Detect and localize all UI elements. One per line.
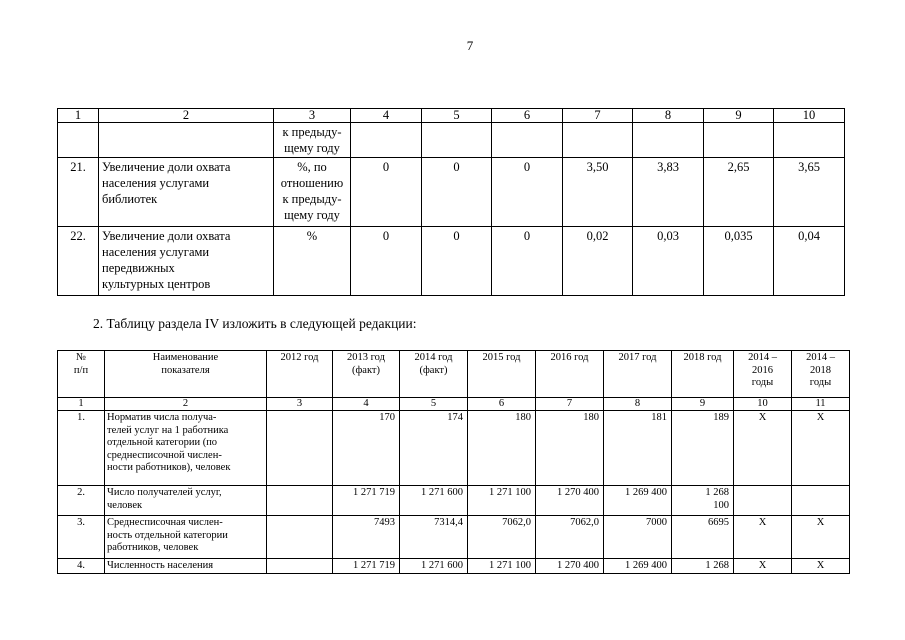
value-cell: [267, 411, 333, 486]
value-cell: [351, 123, 422, 158]
value-cell: Х: [734, 516, 792, 559]
row-number-cell: 22.: [58, 227, 99, 296]
value-cell: 0: [422, 158, 492, 227]
table-row: [58, 516, 850, 559]
table-row: [58, 411, 850, 486]
column-number-cell: 2: [99, 109, 274, 123]
value-cell: 1 271 100: [468, 486, 536, 516]
value-cell: 1 270 400: [536, 559, 604, 574]
column-header-cell: 2017 год: [604, 351, 672, 398]
table-header-row: [58, 109, 845, 123]
row-number-cell: 1.: [58, 411, 105, 486]
value-cell: 1 268 100: [672, 486, 734, 516]
value-cell: 0: [492, 158, 563, 227]
value-cell: 7000: [604, 516, 672, 559]
table-row: [58, 123, 845, 158]
value-cell: [492, 123, 563, 158]
column-numbers-row: [58, 398, 850, 411]
row-number-cell: 2.: [58, 486, 105, 516]
indicator-name-cell: Увеличение доли охвата населения услугами библиотек: [99, 158, 274, 227]
value-cell: 180: [536, 411, 604, 486]
value-cell: 170: [333, 411, 400, 486]
column-number-cell: 11: [792, 398, 850, 411]
row-number-cell: 21.: [58, 158, 99, 227]
value-cell: 3,83: [633, 158, 704, 227]
value-cell: [633, 123, 704, 158]
column-header-cell: 2012 год: [267, 351, 333, 398]
value-cell: 0: [351, 158, 422, 227]
value-cell: 0: [492, 227, 563, 296]
value-cell: 2,65: [704, 158, 774, 227]
column-number-cell: 8: [633, 109, 704, 123]
value-cell: 7493: [333, 516, 400, 559]
value-cell: 1 269 400: [604, 559, 672, 574]
table-row: [58, 158, 845, 227]
indicator-name-cell: Среднесписочная числен- ность отдельной категории работников, человек: [105, 516, 267, 559]
indicator-name-cell: Норматив числа получа- телей услуг на 1 работника отдельной категории (по среднесписочной числен- ности работников), человек: [105, 411, 267, 486]
page-number: 7: [466, 38, 474, 53]
indicators-table: [57, 108, 845, 296]
value-cell: [267, 486, 333, 516]
value-cell: 7062,0: [536, 516, 604, 559]
column-number-cell: 1: [58, 398, 105, 411]
value-cell: 189: [672, 411, 734, 486]
column-number-cell: 4: [333, 398, 400, 411]
unit-cell: %: [274, 227, 351, 296]
indicator-name-cell: Число получателей услуг, человек: [105, 486, 267, 516]
column-header-cell: 2015 год: [468, 351, 536, 398]
value-cell: [734, 486, 792, 516]
value-cell: Х: [792, 411, 850, 486]
column-number-cell: 6: [492, 109, 563, 123]
instruction-paragraph: 2. Таблицу раздела IV изложить в следующей редакции:: [93, 316, 417, 331]
value-cell: 174: [400, 411, 468, 486]
column-number-cell: 7: [536, 398, 604, 411]
value-cell: Х: [792, 559, 850, 574]
column-header-cell: 2014 год (факт): [400, 351, 468, 398]
column-number-cell: 9: [672, 398, 734, 411]
row-number-cell: 4.: [58, 559, 105, 574]
value-cell: 7314,4: [400, 516, 468, 559]
indicator-name-cell: Увеличение доли охвата населения услугами передвижных культурных центров: [99, 227, 274, 296]
column-number-cell: 7: [563, 109, 633, 123]
value-cell: 0,035: [704, 227, 774, 296]
value-cell: 181: [604, 411, 672, 486]
value-cell: Х: [734, 411, 792, 486]
value-cell: 1 271 100: [468, 559, 536, 574]
value-cell: 1 271 719: [333, 559, 400, 574]
value-cell: 0,02: [563, 227, 633, 296]
column-number-cell: 1: [58, 109, 99, 123]
column-number-cell: 5: [422, 109, 492, 123]
column-number-cell: 10: [774, 109, 845, 123]
column-number-cell: 2: [105, 398, 267, 411]
column-header-cell: 2014 – 2016 годы: [734, 351, 792, 398]
table-row: [58, 559, 850, 574]
column-header-cell: 2018 год: [672, 351, 734, 398]
column-header-cell: 2013 год (факт): [333, 351, 400, 398]
value-cell: 7062,0: [468, 516, 536, 559]
value-cell: [267, 559, 333, 574]
value-cell: 1 271 600: [400, 486, 468, 516]
value-cell: 0,03: [633, 227, 704, 296]
value-cell: 180: [468, 411, 536, 486]
value-cell: 0: [422, 227, 492, 296]
value-cell: 3,65: [774, 158, 845, 227]
column-number-cell: 9: [704, 109, 774, 123]
column-number-cell: 3: [267, 398, 333, 411]
column-number-cell: 5: [400, 398, 468, 411]
value-cell: 1 271 600: [400, 559, 468, 574]
value-cell: 1 271 719: [333, 486, 400, 516]
column-header-cell: № п/п: [58, 351, 105, 398]
column-number-cell: 6: [468, 398, 536, 411]
value-cell: [704, 123, 774, 158]
column-number-cell: 4: [351, 109, 422, 123]
table-row: [58, 486, 850, 516]
section-iv-table: [57, 350, 850, 574]
column-header-cell: 2014 – 2018 годы: [792, 351, 850, 398]
row-number-cell: 3.: [58, 516, 105, 559]
value-cell: 1 269 400: [604, 486, 672, 516]
value-cell: 3,50: [563, 158, 633, 227]
value-cell: [792, 486, 850, 516]
value-cell: [267, 516, 333, 559]
unit-cell: к предыду- щему году: [274, 123, 351, 158]
column-header-cell: Наименование показателя: [105, 351, 267, 398]
column-number-cell: 3: [274, 109, 351, 123]
value-cell: [563, 123, 633, 158]
value-cell: 1 268: [672, 559, 734, 574]
value-cell: 6695: [672, 516, 734, 559]
value-cell: 0,04: [774, 227, 845, 296]
value-cell: 0: [351, 227, 422, 296]
value-cell: 1 270 400: [536, 486, 604, 516]
table-row: [58, 227, 845, 296]
value-cell: [422, 123, 492, 158]
unit-cell: %, по отношению к предыду- щему году: [274, 158, 351, 227]
column-number-cell: 10: [734, 398, 792, 411]
table-header-row: [58, 351, 850, 398]
value-cell: Х: [792, 516, 850, 559]
value-cell: Х: [734, 559, 792, 574]
column-header-cell: 2016 год: [536, 351, 604, 398]
row-number-cell: [58, 123, 99, 158]
indicator-name-cell: Численность населения: [105, 559, 267, 574]
value-cell: [774, 123, 845, 158]
indicator-name-cell: [99, 123, 274, 158]
column-number-cell: 8: [604, 398, 672, 411]
